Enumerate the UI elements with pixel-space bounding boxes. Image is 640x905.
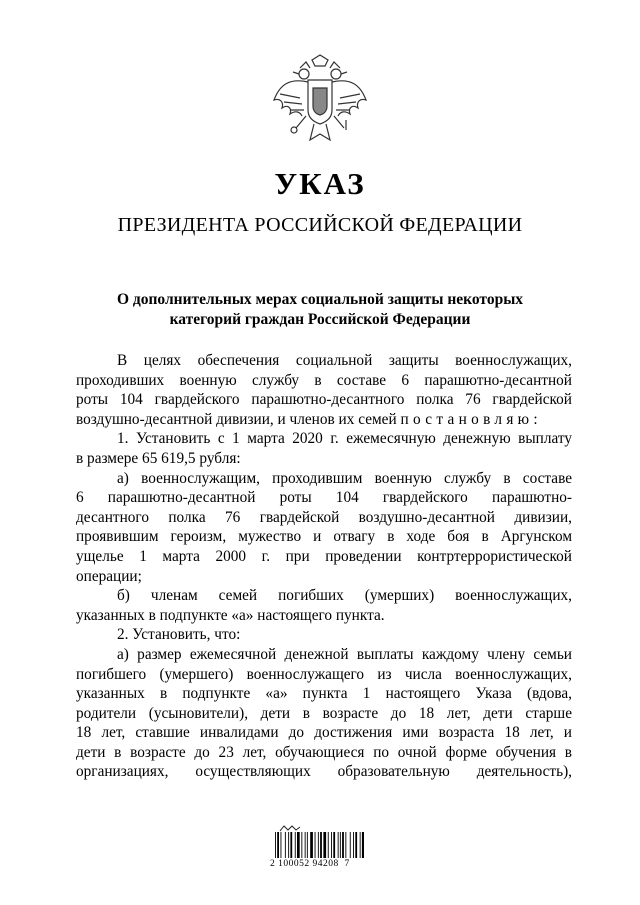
body-line: ущелье 1 марта 2000 г. при проведении контртеррористической bbox=[76, 547, 572, 565]
body-line: а) военнослужащим, проходившим военную службу в составе bbox=[117, 469, 572, 487]
coat-of-arms-icon bbox=[270, 54, 370, 144]
issuer-heading: ПРЕЗИДЕНТА РОССИЙСКОЙ ФЕДЕРАЦИИ bbox=[117, 214, 523, 236]
decree-title bbox=[90, 290, 550, 330]
body-line: 18 лет, ставшие инвалидами до достижения ими возраста 18 лет, и bbox=[76, 724, 572, 742]
body-line: 1. Установить с 1 марта 2020 г. ежемесячную денежную выплату bbox=[117, 430, 572, 448]
body-line bbox=[76, 410, 572, 430]
body-line: указанных в подпункте «а» пункта 1 настоящего Указа (вдова, bbox=[76, 685, 572, 703]
body-line: 2. Установить, что: bbox=[117, 626, 241, 644]
body-line: роты 104 гвардейского парашютно-десантного полка 76 гвардейской bbox=[76, 391, 572, 409]
body-line: операции; bbox=[76, 567, 142, 585]
body-line: В целях обеспечения социальной защиты военнослужащих, bbox=[117, 352, 572, 369]
body-line: погибшего (умершего) военнослужащего из числа военнослужащих, bbox=[76, 665, 572, 683]
body-line: в размере 65 619,5 рубля: bbox=[76, 449, 241, 467]
body-line: б) членам семей погибших (умерших) военнослужащих, bbox=[117, 587, 572, 605]
printer-logo-icon bbox=[278, 824, 302, 832]
title-line: категорий граждан Российской Федерации bbox=[169, 311, 471, 328]
body-line: а) размер ежемесячной денежной выплаты каждому члену семьи bbox=[117, 645, 572, 663]
barcode-block bbox=[270, 824, 370, 874]
body-line: указанных в подпункте «а» настоящего пункта. bbox=[76, 606, 385, 624]
title-line: О дополнительных мерах социальной защиты некоторых bbox=[116, 291, 524, 308]
body-line: десантного полка 76 гвардейской воздушно-десантной дивизии, bbox=[76, 508, 572, 526]
barcode-number: 2 100052 94208 7 bbox=[270, 859, 350, 869]
decree-body bbox=[76, 351, 572, 782]
barcode-icon bbox=[274, 832, 364, 858]
body-line: дети в возрасте до 23 лет, обучающиеся по очной форме обучения в bbox=[76, 743, 572, 761]
body-line: проявившим героизм, мужество и отвагу в ходе боя в Аргунском bbox=[76, 528, 572, 546]
document-type-heading: УКАЗ bbox=[274, 166, 366, 201]
body-line: организациях, осуществляющих образовательную деятельность), bbox=[76, 763, 572, 781]
decree-verb: постановляю: bbox=[400, 410, 542, 428]
body-line: родители (усыновители), дети в возрасте до 18 лет, дети старше bbox=[76, 704, 572, 722]
body-line: проходивших военную службу в составе 6 парашютно-десантной bbox=[76, 371, 572, 389]
body-text: воздушно-десантной дивизии, и членов их семей bbox=[76, 410, 401, 428]
body-line: 6 парашютно-десантной роты 104 гвардейского парашютно- bbox=[76, 489, 572, 507]
